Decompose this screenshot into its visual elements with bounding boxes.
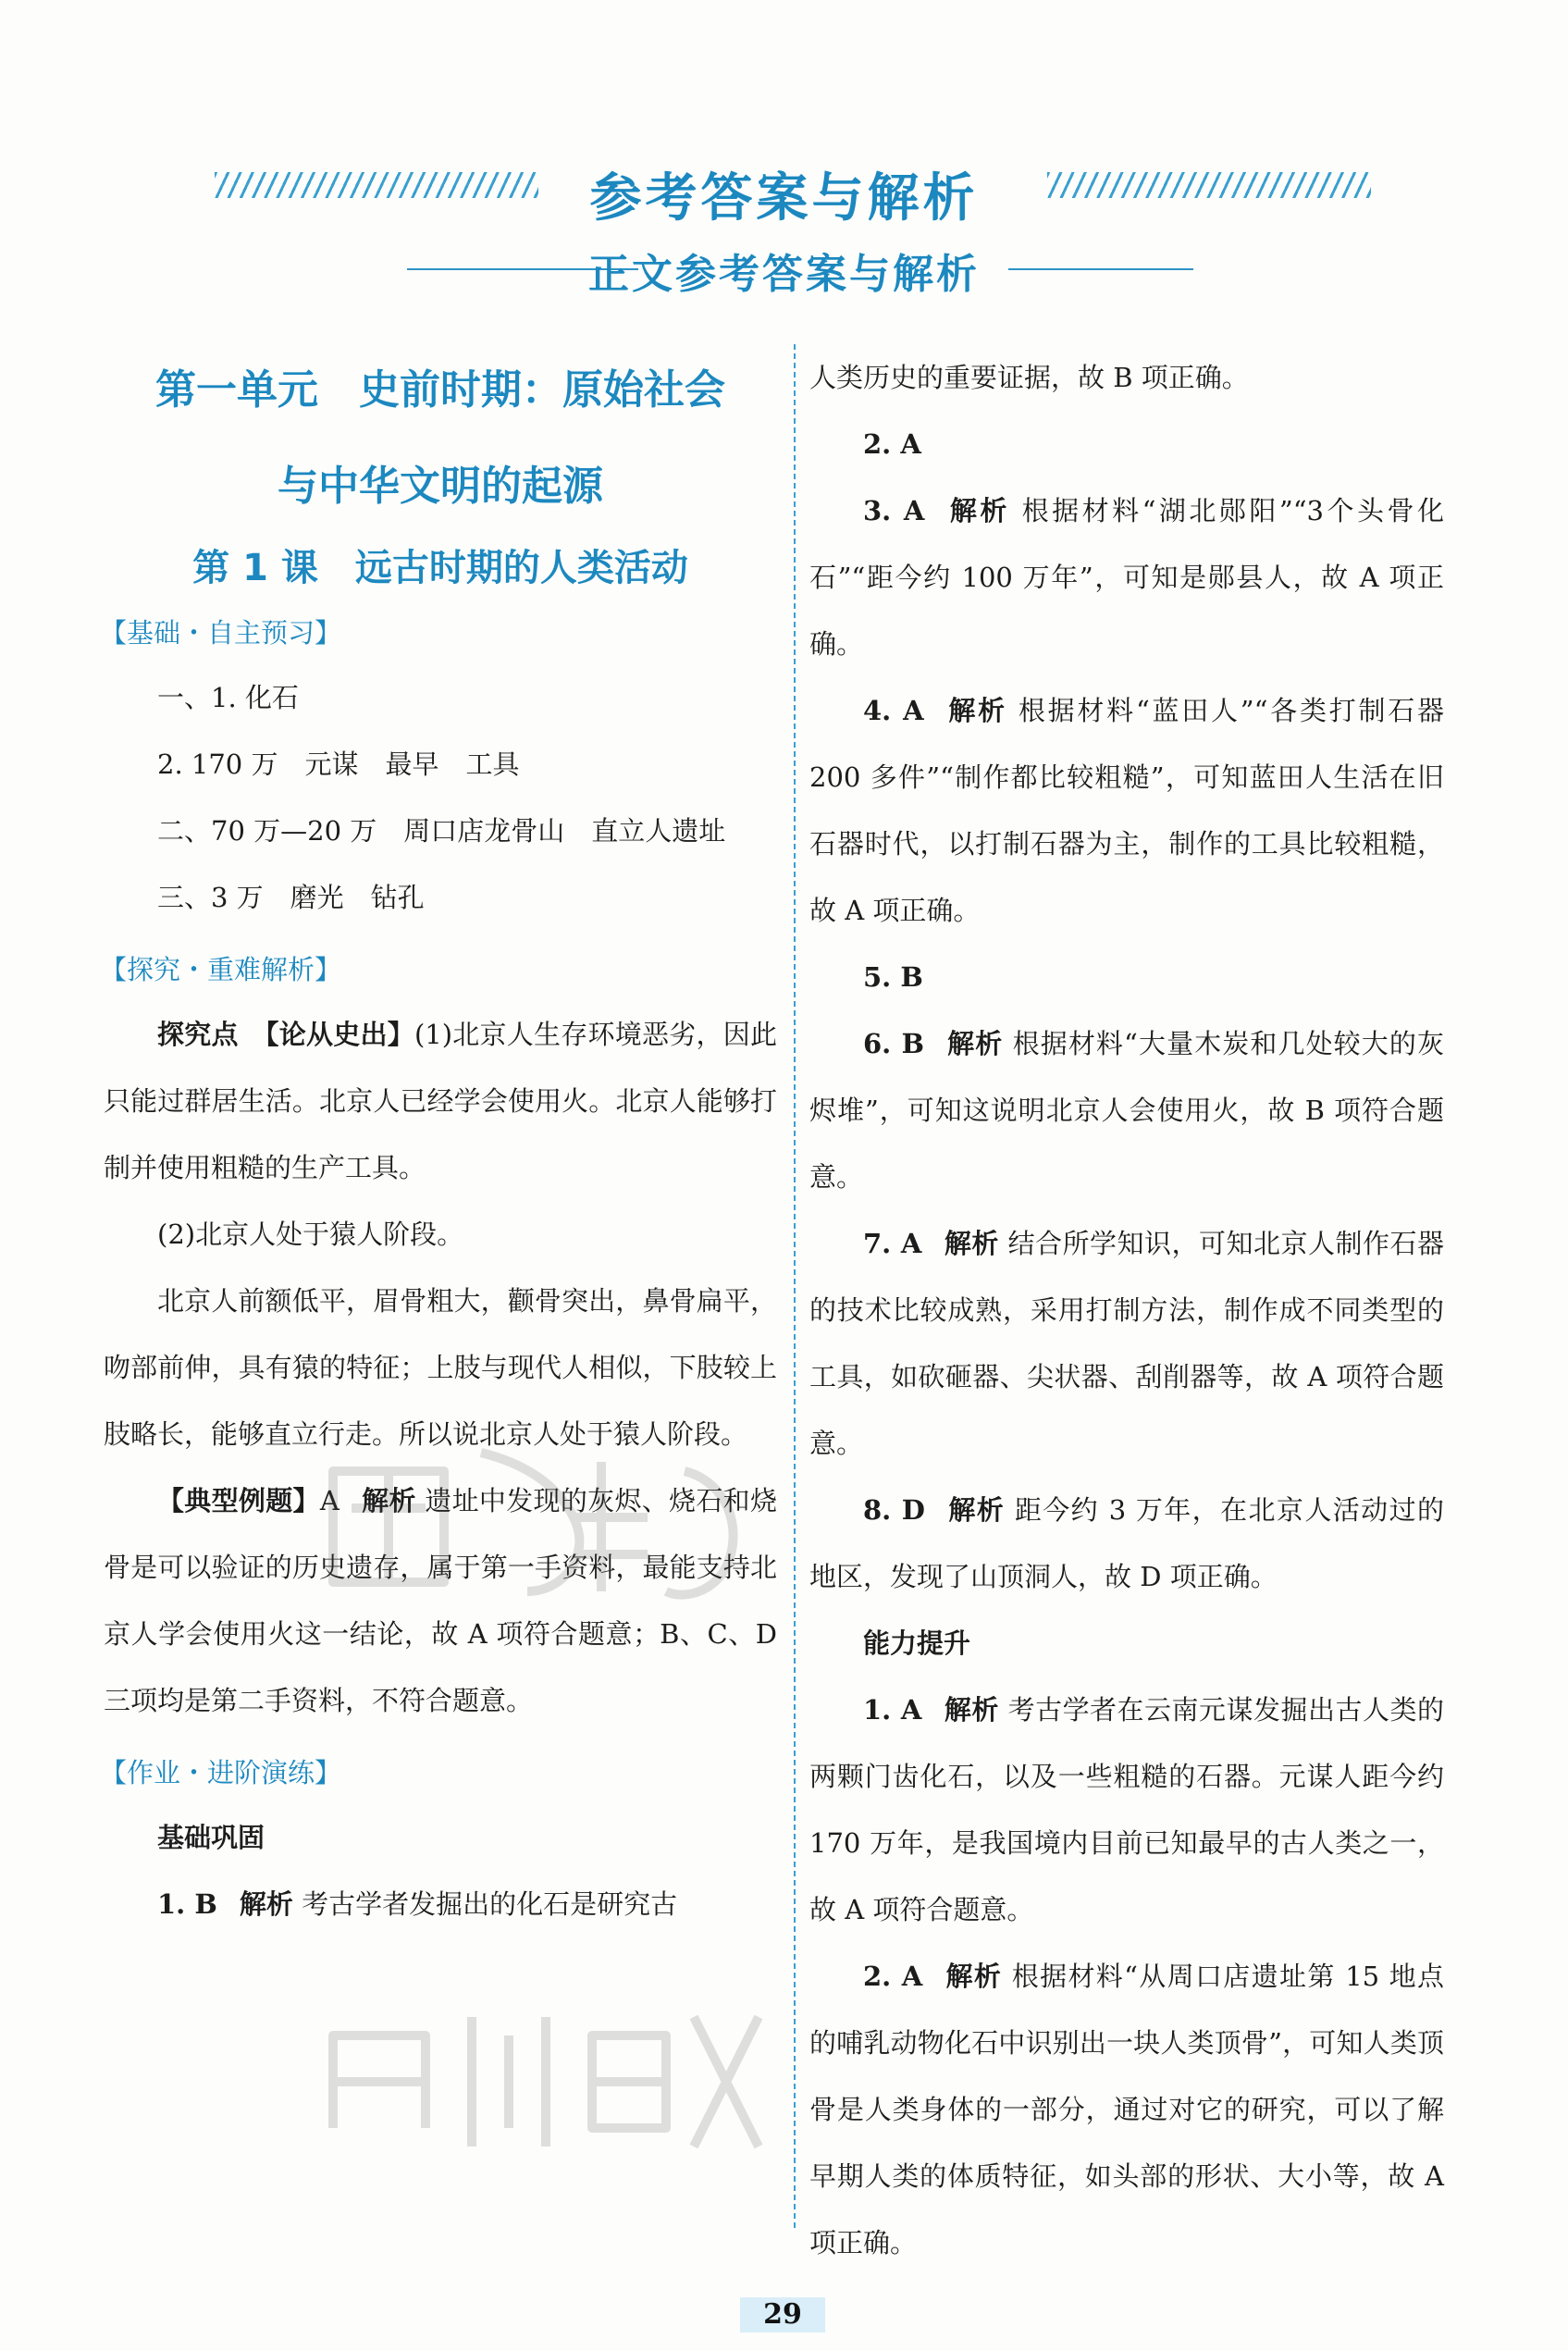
answer-item bbox=[104, 1871, 777, 1937]
answer-number: 8. D bbox=[863, 1494, 925, 1526]
answer-label: 解析 bbox=[944, 1228, 999, 1259]
subheader-rule-right bbox=[1008, 268, 1193, 270]
section-heading-homework: 【作业・进阶演练】 bbox=[100, 1757, 342, 1788]
answer-number: 4. A bbox=[863, 695, 924, 726]
answer-item bbox=[809, 944, 1444, 1010]
answer-item bbox=[809, 1677, 1444, 1943]
preview-item: 二、70 万—20 万 周口店龙骨山 直立人遗址 bbox=[157, 815, 726, 847]
answer-text: 距今约 3 万年，在北京人活动过的地区，发现了山顶洞人，故 D 项正确。 bbox=[809, 1494, 1444, 1592]
answer-text: 根据材料“大量木炭和几处较大的灰烬堆”，可知这说明北京人会使用火，故 B 项符合题意。 bbox=[809, 1028, 1444, 1193]
answer-label: 解析 bbox=[945, 695, 1007, 726]
answer-label: 解析 bbox=[945, 1961, 1003, 1992]
answer-label: 解析 bbox=[946, 495, 1010, 526]
subheader bbox=[0, 239, 1568, 298]
section-heading-explore: 【探究・重难解析】 bbox=[100, 954, 342, 985]
section-heading-preview: 【基础・自主预习】 bbox=[100, 617, 342, 649]
answer-number: 5. B bbox=[863, 961, 923, 993]
answer-number: 6. B bbox=[863, 1028, 924, 1059]
answer-text: 根据材料“蓝田人”“各类打制石器 200 多件”“制作都比较粗糙”，可知蓝田人生活在旧石器时代，以打制石器为主，制作的工具比较粗糙，故 A 项正确。 bbox=[809, 695, 1444, 926]
lesson-title: 第 1 课 远古时期的人类活动 bbox=[192, 547, 688, 589]
answer-item bbox=[809, 677, 1444, 944]
column-divider bbox=[794, 344, 796, 2232]
example-label: 解析 bbox=[361, 1485, 416, 1516]
answer-label: 解析 bbox=[945, 1028, 1004, 1059]
header-hatch-right bbox=[1047, 172, 1371, 198]
answer-label: 解析 bbox=[944, 1694, 999, 1726]
example-text: 遗址中发现的灰烬、烧石和烧骨是可以验证的历史遗存，属于第一手资料，最能支持北京人学会使用火这一结论，故 A 项符合题意；B、C、D 三项均是第二手资料，不符合题意。 bbox=[104, 1485, 777, 1716]
answer-number: 2. A bbox=[863, 428, 921, 460]
answer-text: 考古学者发掘出的化石是研究古 bbox=[302, 1888, 678, 1920]
explore-paragraph-1 bbox=[104, 1001, 777, 1201]
answer-number: 1. B bbox=[157, 1888, 217, 1920]
answer-item bbox=[809, 477, 1444, 677]
ability-heading: 能力提升 bbox=[863, 1627, 971, 1659]
answer-item bbox=[809, 1010, 1444, 1210]
unit-title-line2: 与中华文明的起源 bbox=[278, 463, 603, 510]
explore-paragraph-2: (2)北京人处于猿人阶段。 bbox=[157, 1219, 464, 1250]
page-number-text: 29 bbox=[763, 2298, 802, 2331]
answer-number: 2. A bbox=[863, 1961, 923, 1992]
example-paragraph bbox=[104, 1467, 777, 1734]
answer-number: 1. A bbox=[863, 1694, 922, 1726]
answer-label: 解析 bbox=[946, 1494, 1006, 1526]
preview-item: 一、1. 化石 bbox=[157, 682, 299, 713]
answer-text: 根据材料“湖北郧阳”“3个头骨化石”“距今约 100 万年”，可知是郧县人，故 A 项正确。 bbox=[809, 495, 1444, 660]
answer-item bbox=[809, 411, 1444, 477]
answer-item bbox=[809, 1477, 1444, 1610]
header bbox=[0, 139, 1568, 229]
example-answer: A bbox=[319, 1485, 340, 1516]
preview-item: 三、3 万 磨光 钻孔 bbox=[157, 882, 425, 913]
answer-label: 解析 bbox=[239, 1888, 293, 1920]
answer-text: 结合所学知识，可知北京人制作石器的技术比较成熟，采用打制方法，制作成不同类型的工具，如砍砸器、尖状器、刮削器等，故 A 项符合题意。 bbox=[809, 1228, 1444, 1459]
example-head: 【典型例题】 bbox=[157, 1485, 320, 1516]
answer-text: 根据材料“从周口店遗址第 15 地点的哺乳动物化石中识别出一块人类顶骨”，可知人类顶骨是人类身体的一部分，通过对它的研究，可以了解早期人类的体质特征，如头部的形状、大小等，故 A 项正确。 bbox=[809, 1961, 1445, 2258]
unit-title-line1: 第一单元 史前时期：原始社会 bbox=[155, 366, 725, 414]
explore-paragraph-3: 北京人前额低平，眉骨粗大，颧骨突出，鼻骨扁平，吻部前伸，具有猿的特征；上肢与现代人相似，下肢较上肢略长，能够直立行走。所以说北京人处于猿人阶段。 bbox=[104, 1285, 777, 1450]
right-column bbox=[809, 344, 1444, 2276]
answer-item bbox=[809, 1943, 1444, 2276]
explore-text-1: (1)北京人生存环境恶劣，因此只能过群居生活。北京人已经学会使用火。北京人能够打制并使用粗糙的生产工具。 bbox=[104, 1019, 777, 1183]
basic-heading: 基础巩固 bbox=[157, 1822, 265, 1853]
answer-item bbox=[809, 1210, 1444, 1477]
preview-item: 2. 170 万 元谋 最早 工具 bbox=[157, 749, 520, 780]
subheader-title: 正文参考答案与解析 bbox=[588, 251, 980, 298]
answer-number: 3. A bbox=[863, 495, 925, 526]
page-number bbox=[731, 2297, 834, 2332]
left-column bbox=[100, 344, 777, 1937]
explore-head: 探究点 【论从史出】 bbox=[157, 1019, 414, 1050]
page-title: 参考答案与解析 bbox=[589, 168, 979, 229]
answer-number: 7. A bbox=[863, 1228, 922, 1259]
answer-text: 考古学者在云南元谋发掘出古人类的两颗门齿化石，以及一些粗糙的石器。元谋人距今约 170 万年，是我国境内目前已知最早的古人类之一，故 A 项符合题意。 bbox=[809, 1694, 1444, 1925]
answer-continuation: 人类历史的重要证据，故 B 项正确。 bbox=[809, 362, 1249, 393]
